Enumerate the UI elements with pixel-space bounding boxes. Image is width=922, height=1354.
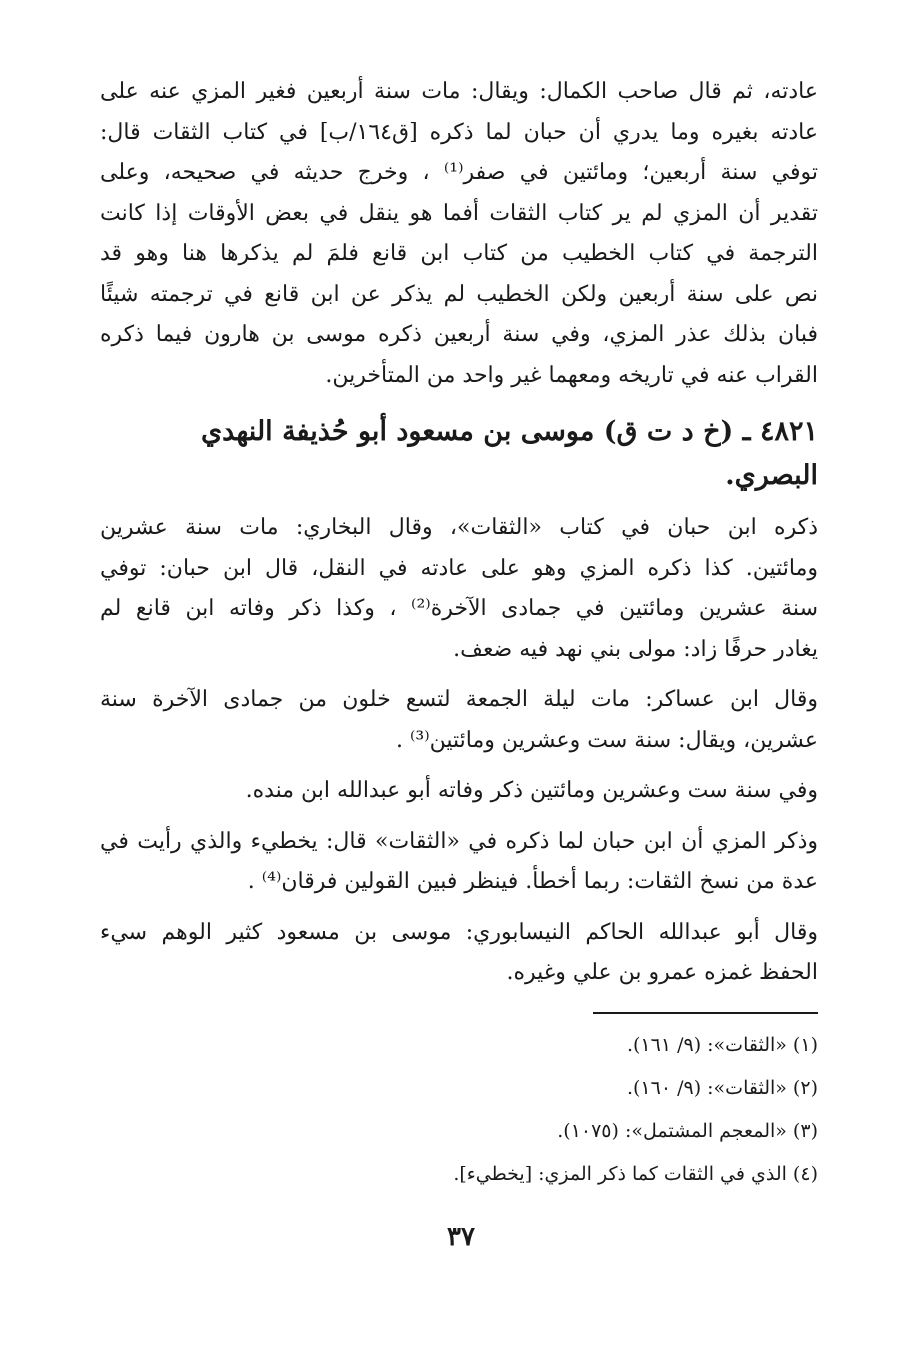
footnote-3: (٣) «المعجم المشتمل»: (١٠٧٥). <box>557 1119 818 1142</box>
footnote-separator <box>593 1012 818 1014</box>
text-line: عشرين، ويقال: سنة ست وعشرين ومائتين⁽³⁾ . <box>396 727 818 753</box>
text-line: وفي سنة ست وعشرين ومائتين ذكر وفاته أبو عبدالله ابن منده. <box>245 778 818 803</box>
text-line: وقال ابن عساكر: مات ليلة الجمعة لتسع خلون من جمادى الآخرة سنة <box>100 687 818 712</box>
text-line: ذكره ابن حبان في كتاب «الثقات»، وقال البخاري: مات سنة عشرين <box>100 515 818 540</box>
text-line: تقدير أن المزي لم ير كتاب الثقات أفما هو ينقل في بعض الأوقات إذا كانت <box>100 200 818 226</box>
text-line: ومائتين. كذا ذكره المزي وهو على عادته في النقل، قال ابن حبان: توفي <box>100 555 818 581</box>
text-line: عادته بغيره وما يدري أن حبان لما ذكره [ق١٦٤/ب] في كتاب الثقات قال: <box>100 119 818 145</box>
text-line: عادته، ثم قال صاحب الكمال: ويقال: مات سنة أربعين فغير المزي عنه على <box>100 79 818 104</box>
text-line: الترجمة في كتاب الخطيب من كتاب ابن قانع فلمَ لم يذكرها هنا وهو قد <box>100 241 818 266</box>
text-line: الحفظ غمزه عمرو بن علي وغيره. <box>506 960 818 985</box>
paragraph-hakim <box>100 913 818 994</box>
text-line: القراب عنه في تاريخه ومعهما غير واحد من المتأخرين. <box>325 362 818 388</box>
paragraph-ibn-mandah <box>100 771 818 812</box>
footnotes <box>100 1024 818 1196</box>
text-line: سنة عشرين ومائتين في جمادى الآخرة⁽²⁾ ، وكذا ذكر وفاته ابن قانع لم <box>100 596 818 621</box>
entry-heading: ٤٨٢١ ـ (خ د ت ق) موسى بن مسعود أبو حُذيفة النهدي البصري. <box>201 416 818 491</box>
text-line: يغادر حرفًا زاد: مولى بني نهد فيه ضعف. <box>453 636 818 662</box>
page-number: ٣٧ <box>447 1222 475 1252</box>
paragraph-mizzi-note <box>100 822 818 903</box>
text-line: نص على سنة أربعين ولكن الخطيب لم يذكر عن ابن قانع في ترجمته شيئًا <box>100 281 818 307</box>
paragraph-gap <box>100 903 818 913</box>
paragraph-ibn-hibban <box>100 508 818 670</box>
text-line: توفي سنة أربعين؛ ومائتين في صفر⁽¹⁾ ، وخرج حديثه في صحيحه، وعلى <box>100 160 818 185</box>
book-page <box>100 72 818 1196</box>
paragraph-ibn-asakir <box>100 680 818 761</box>
paragraph-continuation <box>100 72 818 396</box>
footnote-4: (٤) الذي في الثقات كما ذكر المزي: [يخطيء]. <box>453 1162 818 1185</box>
paragraph-gap <box>100 761 818 771</box>
text-line: فبان بذلك عذر المزي، وفي سنة أربعين ذكره موسى بن هارون فيما ذكره <box>100 322 818 347</box>
footnote-1: (١) «الثقات»: (٩/ ١٦١). <box>626 1033 818 1056</box>
text-line: وذكر المزي أن ابن حبان لما ذكره في «الثقات» قال: يخطيء والذي رأيت في <box>100 828 818 854</box>
paragraph-gap <box>100 670 818 680</box>
footnote-2: (٢) «الثقات»: (٩/ ١٦٠). <box>626 1076 818 1099</box>
text-line: عدة من نسخ الثقات: ربما أخطأ. فينظر فبين القولين فرقان⁽⁴⁾ . <box>247 869 818 894</box>
text-line: وقال أبو عبدالله الحاكم النيسابوري: موسى بن مسعود كثير الوهم سيء <box>100 919 818 945</box>
paragraph-gap <box>100 812 818 822</box>
